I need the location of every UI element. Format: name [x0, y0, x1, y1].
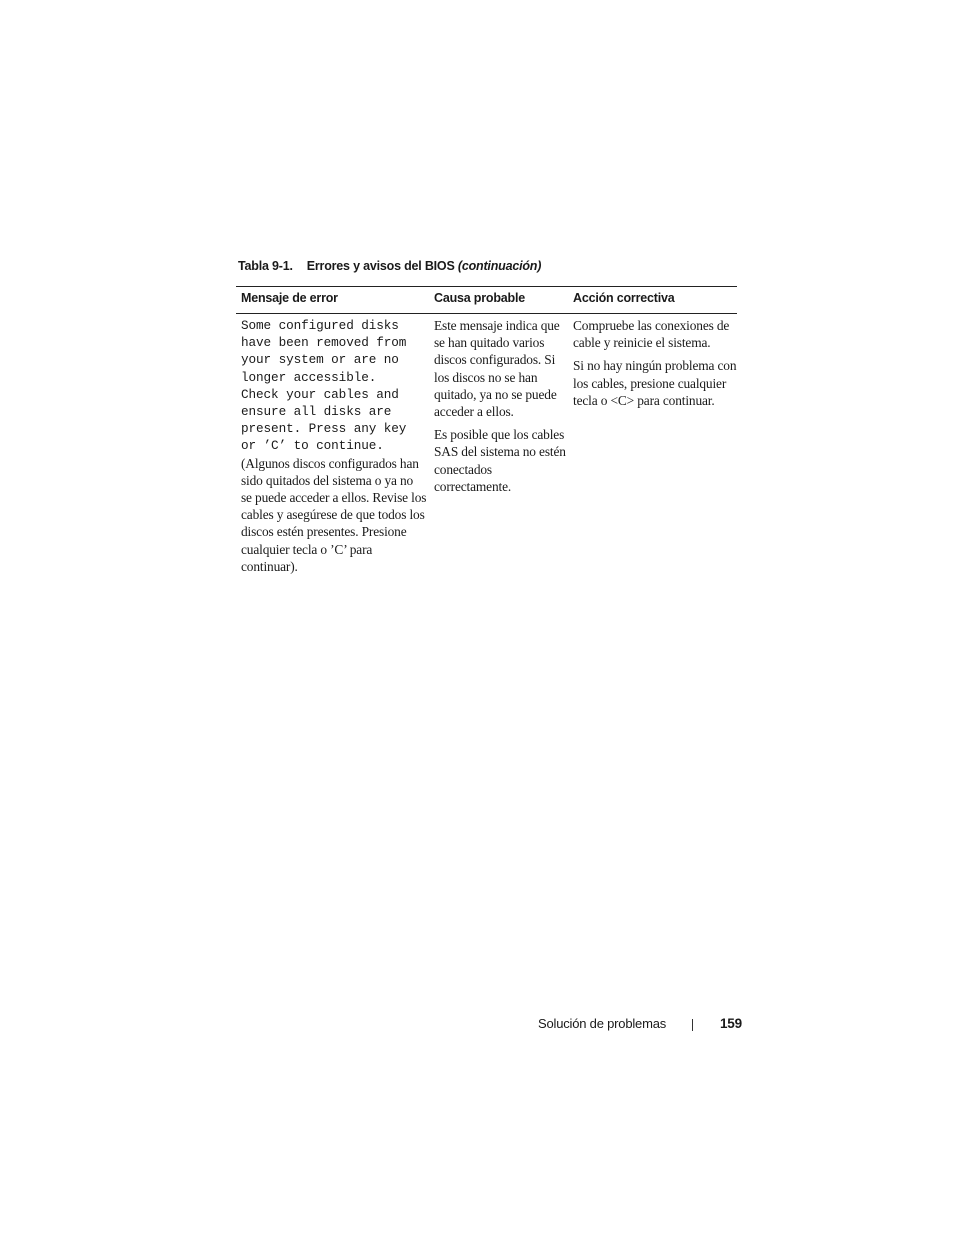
header-probable-cause: Causa probable [434, 291, 525, 305]
error-message-translation: (Algunos discos configurados han sido quitados del sistema o ya no se puede acceder a ellos. Revise los cables y asegúrese de que todos los discos estén presentes. Presione cualquier tecla o ’C’ para continuar). [241, 455, 427, 574]
page-number: 159 [720, 1016, 742, 1031]
table-header [236, 286, 737, 314]
header-corrective-action: Acción correctiva [573, 291, 675, 305]
cell-probable-cause [434, 317, 566, 495]
caption-title: Errores y avisos del BIOS [306, 259, 455, 273]
caption-continuation: (continuación) [457, 259, 542, 273]
cause-paragraph: Este mensaje indica que se han quitado varios discos configurados. Si los discos no se han quitado, ya no se puede acceder a ellos. [434, 318, 560, 420]
cell-error-message [241, 317, 427, 575]
cause-paragraph: Es posible que los cables SAS del sistema no estén conectados correctamente. [434, 427, 566, 494]
error-message-code: Some configured disks have been removed from your system or are no longer accessible. Check your cables and ensure all disks are present. Press any key or ’C’ to continue. [241, 318, 407, 454]
table-caption [238, 259, 541, 273]
footer-separator [692, 1019, 693, 1031]
header-error-message: Mensaje de error [241, 291, 338, 305]
cell-corrective-action [573, 317, 737, 409]
footer-section-title: Solución de problemas [538, 1016, 667, 1031]
action-paragraph: Si no hay ningún problema con los cables, presione cualquier tecla o <C> para continuar. [573, 358, 737, 408]
table-row [236, 314, 737, 584]
action-paragraph: Compruebe las conexiones de cable y reinicie el sistema. [573, 318, 730, 351]
bios-errors-table [236, 286, 737, 584]
caption-label: Tabla 9-1. [238, 259, 293, 273]
